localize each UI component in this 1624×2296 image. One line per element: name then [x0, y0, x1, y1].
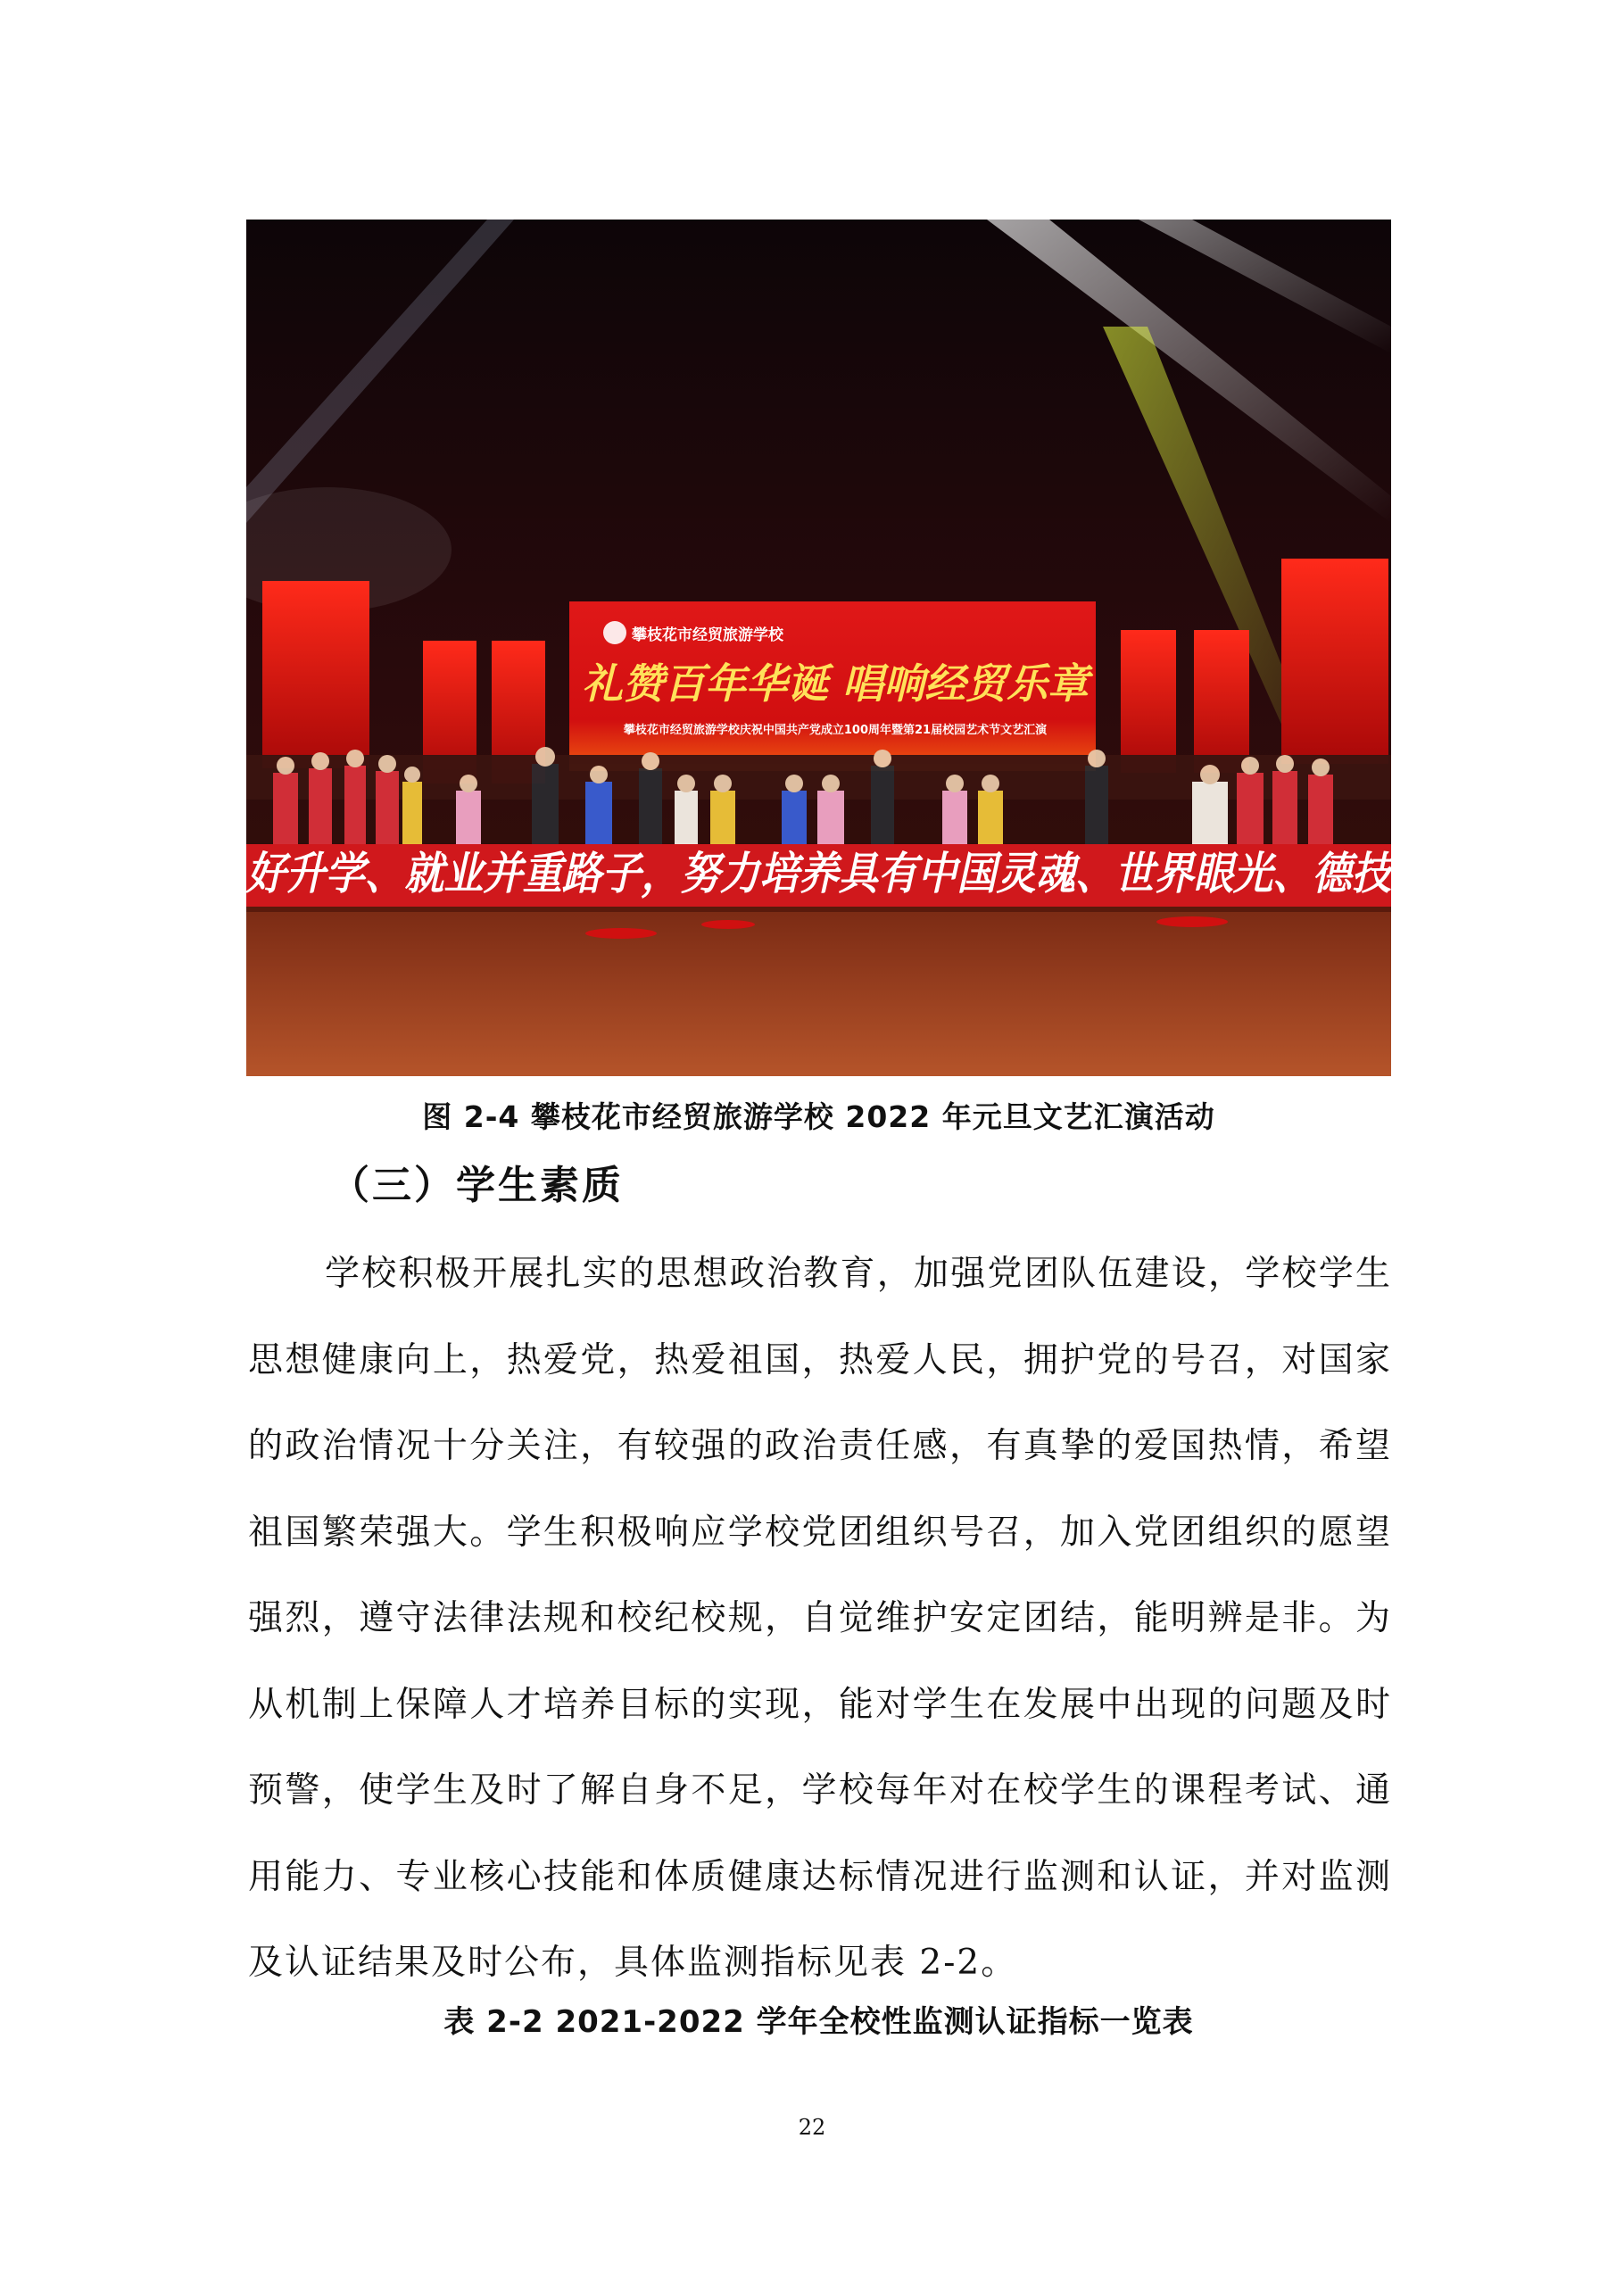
body-paragraph: 学校积极开展扎实的思想政治教育，加强党团队伍建设，学校学生思想健康向上，热爱党，热爱祖国，热爱人民，拥护党的号召，对国家的政治情况十分关注，有较强的政治责任感，有真挚的爱国热情，希望祖国繁荣强大。学生积极响应学校党团组织号召，加入党团组织的愿望强烈，遵守法律法规和校纪校规，自觉维护安定团结，能明辨是非。为从机制上保障人才培养目标的实现，能对学生在发展中出现的问题及时预警，使学生及时了解自身不足，学校每年对在校学生的课程考试、通用能力、专业核心技能和体质健康达标情况进行监测和认证，并对监测及认证结果及时公布，具体监测指标见表 2-2。 — [248, 1254, 1392, 1983]
section-heading: （三）学生素质 — [330, 1163, 624, 1208]
figure-caption: 图 2-4 攀枝花市经贸旅游学校 2022 年元旦文艺汇演活动 — [422, 1099, 1215, 1134]
performance-photo — [245, 220, 1397, 1076]
stage-banner: 好升学、就业并重路子，努力培养具有中国灵魂、世界眼光、德技 — [245, 848, 1397, 899]
school-logo-text: 攀枝花市经贸旅游学校 — [632, 626, 783, 644]
screen-subtitle: 攀枝花市经贸旅游学校庆祝中国共产党成立100周年暨第21届校园艺术节文艺汇演 — [623, 724, 1048, 737]
table-title: 表 2-2 2021-2022 学年全校性监测认证指标一览表 — [443, 2004, 1194, 2040]
screen-slogan: 礼赞百年华诞 唱响经贸乐章 — [581, 659, 1090, 708]
page-number: 22 — [798, 2115, 826, 2140]
